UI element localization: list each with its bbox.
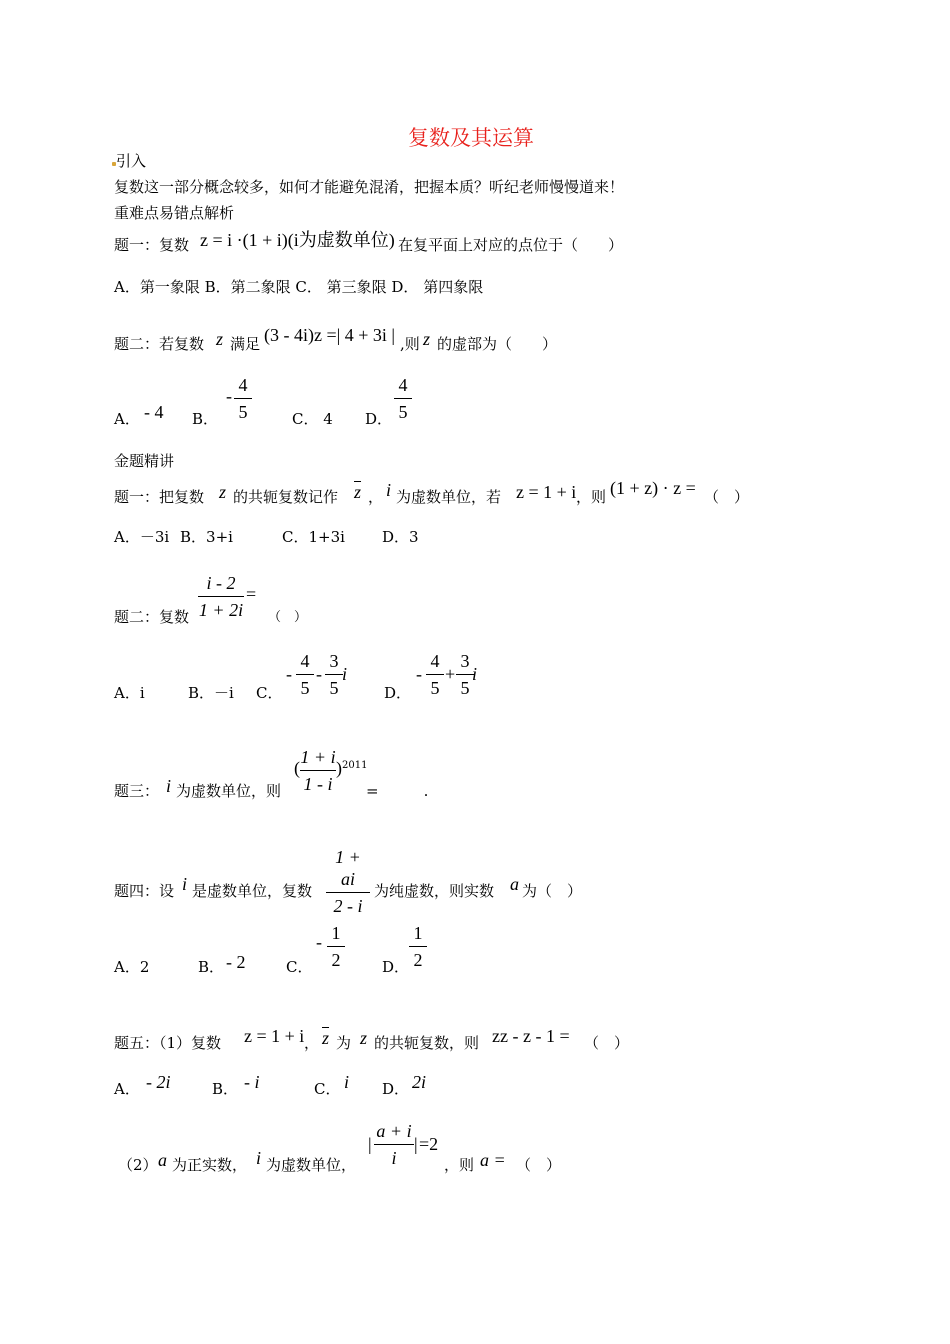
gold-q3-i: i xyxy=(166,776,172,796)
q2-mid: 满足 xyxy=(230,335,261,353)
gold-q4-option-c-fraction: 1 2 xyxy=(327,922,345,971)
gold-q1-mid3: 为虚数单位，若 xyxy=(396,488,502,506)
q1-expression: z = i ·(1 + i)(i为虚数单位) xyxy=(200,230,395,250)
gold-q1-option-b: B．3+i xyxy=(180,528,233,546)
gold-q2-option-c: C． xyxy=(256,684,283,702)
gold-q3-label: 题三： xyxy=(114,782,160,800)
gold-q5-option-d: D． xyxy=(382,1080,410,1098)
gold-q5-mid: ， xyxy=(304,1034,320,1052)
gold-q2-fraction: i - 2 1 + 2i xyxy=(198,573,244,620)
gold-q3-mid: 为虚数单位，则 xyxy=(176,782,282,800)
gold-q2-option-d: D． xyxy=(384,684,412,702)
gold-q5b-a: a xyxy=(158,1150,167,1170)
q2-expression: (3 - 4i)z =| 4 + 3i | xyxy=(264,325,395,345)
gold-q4-option-c: C． xyxy=(286,958,313,976)
q1-label: 题一：复数 xyxy=(114,236,190,254)
section-heading: 重难点易错点解析 xyxy=(114,204,235,222)
gold-q2-option-d-plus: + xyxy=(445,664,456,684)
gold-q5b-mid: 为正实数， xyxy=(172,1156,248,1174)
gold-q5b-abs-close: | xyxy=(414,1134,418,1154)
gold-q1-option-c: C．1+3i xyxy=(282,528,345,546)
gold-q4-mid: 是虚数单位，复数 xyxy=(192,882,313,900)
gold-q5b-abs-open: | xyxy=(368,1134,372,1154)
q2-option-b-fraction: 4 5 xyxy=(234,374,252,423)
page-title: 复数及其运算 xyxy=(408,126,534,150)
gold-q2-label: 题二：复数 xyxy=(114,608,190,626)
gold-q1-zbar: $\overline{z}$ xyxy=(354,482,362,502)
gold-q1-label: 题一：把复数 xyxy=(114,488,205,506)
gold-q1-z: z xyxy=(219,482,227,502)
intro-text: 复数这一部分概念较多，如何才能避免混淆，把握本质？听纪老师慢慢道来！ xyxy=(114,178,625,196)
gold-q3-fraction: 1 + i 1 - i xyxy=(300,747,336,794)
gold-q2-option-b: B．－i xyxy=(188,684,234,702)
gold-q4-option-a: A．2 xyxy=(114,958,150,976)
q2-tail: ,则 xyxy=(400,335,420,353)
q2-tail2: 的虚部为（ ） xyxy=(437,335,558,353)
gold-q2-option-c-minus: - xyxy=(316,664,322,684)
gold-q4-i: i xyxy=(182,874,188,894)
gold-q1-expression: (1 + z) · z = xyxy=(610,478,696,498)
gold-q5-option-c: C． xyxy=(314,1080,341,1098)
gold-q1-option-a: A．－3i xyxy=(114,528,170,546)
gold-q4-option-b: B． xyxy=(198,958,225,976)
gold-q1-comma: ， xyxy=(368,488,384,506)
gold-q2-option-d-expr: - xyxy=(416,664,422,684)
gold-q5-condition: z = 1 + i xyxy=(244,1026,305,1046)
gold-q2-option-d-frac1: 4 5 xyxy=(426,650,444,699)
gold-q2-option-c-frac2: 3 5 xyxy=(325,650,343,699)
gold-q4-tail: 为（ ） xyxy=(522,882,583,900)
gold-q4-option-d: D． xyxy=(382,958,410,976)
gold-q1-option-d: D．3 xyxy=(382,528,419,546)
gold-q2-option-c-frac1: 4 5 xyxy=(296,650,314,699)
gold-q5-z: z xyxy=(360,1028,368,1048)
gold-q5b-mid2: 为虚数单位， xyxy=(266,1156,357,1174)
gold-q5-option-a-value: - 2i xyxy=(146,1072,171,1092)
gold-q4-option-c-sign: - xyxy=(316,932,322,952)
gold-q3-exponent: 2011 xyxy=(342,760,368,771)
q2-z: z xyxy=(216,329,224,349)
q2-option-d: D． xyxy=(365,410,393,428)
gold-q4-fraction: 1 + ai 2 - i xyxy=(326,846,370,917)
gold-q3-paren-close: ) xyxy=(336,758,342,778)
gold-q5-expression: zz - z - 1 = xyxy=(492,1026,570,1046)
gold-q5-tail: （ ） xyxy=(584,1034,630,1052)
gold-q5b-label: （2） xyxy=(118,1156,158,1174)
gold-q5-option-b: B． xyxy=(212,1080,239,1098)
intro-heading: 引入 xyxy=(114,150,146,171)
gold-q3-paren-open: ( xyxy=(294,758,300,778)
q2-option-b: B． xyxy=(192,410,219,428)
gold-q2-option-c-i: i xyxy=(342,664,348,684)
q2-label: 题二：若复数 xyxy=(114,335,205,353)
q1-tail: 在复平面上对应的点位于（ ） xyxy=(398,236,624,254)
gold-q1-condition: z = 1 + i xyxy=(516,482,577,502)
gold-q2-option-d-frac2: 3 5 xyxy=(456,650,474,699)
gold-q5-label: 题五：（1）复数 xyxy=(114,1034,222,1052)
gold-q1-mid: 的共轭复数记作 xyxy=(233,488,339,506)
gold-q5-option-c-value: i xyxy=(344,1072,350,1092)
gold-q4-mid2: 为纯虚数，则实数 xyxy=(374,882,495,900)
gold-q5-zbar: $\overline{z}$ xyxy=(322,1028,330,1048)
gold-q1-mid4: ，则 xyxy=(576,488,607,506)
q2-z2: z xyxy=(423,329,431,349)
gold-q2-tail: （ ） xyxy=(268,610,308,625)
gold-q3-tail: = . xyxy=(366,782,429,800)
gold-q5-option-a: A． xyxy=(114,1080,140,1098)
gold-q2-option-a: A．i xyxy=(114,684,145,702)
q2-option-d-fraction: 4 5 xyxy=(394,374,412,423)
gold-q2-option-d-i: i xyxy=(472,664,478,684)
gold-q5b-mid3: ，则 xyxy=(444,1156,475,1174)
gold-q5-option-d-value: 2i xyxy=(412,1072,427,1092)
gold-q5b-expression: a = xyxy=(480,1150,506,1170)
q2-option-b-sign: - xyxy=(226,386,232,406)
gold-heading: 金题精讲 xyxy=(114,452,175,470)
gold-q2-equals: = xyxy=(246,584,257,604)
gold-q2-option-c-expr: - xyxy=(286,664,292,684)
gold-q5b-tail: （ ） xyxy=(516,1156,562,1174)
gold-q4-option-d-fraction: 1 2 xyxy=(409,922,427,971)
q2-option-c: C． 4 xyxy=(292,410,333,428)
gold-q5-mid2: 为 xyxy=(336,1034,352,1052)
q2-option-a: A． xyxy=(114,410,140,428)
gold-q5b-equals: =2 xyxy=(419,1134,439,1154)
gold-q5b-fraction: a + i i xyxy=(374,1120,414,1169)
q2-option-a-value: - 4 xyxy=(144,402,164,422)
gold-q4-a: a xyxy=(510,874,519,894)
gold-q5-mid3: 的共轭复数，则 xyxy=(374,1034,480,1052)
q1-options: A．第一象限 B．第二象限 C． 第三象限 D． 第四象限 xyxy=(114,278,484,296)
gold-q1-tail: （ ） xyxy=(704,488,750,506)
gold-q5b-i: i xyxy=(256,1148,262,1168)
gold-q5-option-b-value: - i xyxy=(244,1072,260,1092)
gold-q4-option-b-value: - 2 xyxy=(226,952,246,972)
gold-q4-label: 题四：设 xyxy=(114,882,175,900)
gold-q1-i: i xyxy=(386,480,392,500)
